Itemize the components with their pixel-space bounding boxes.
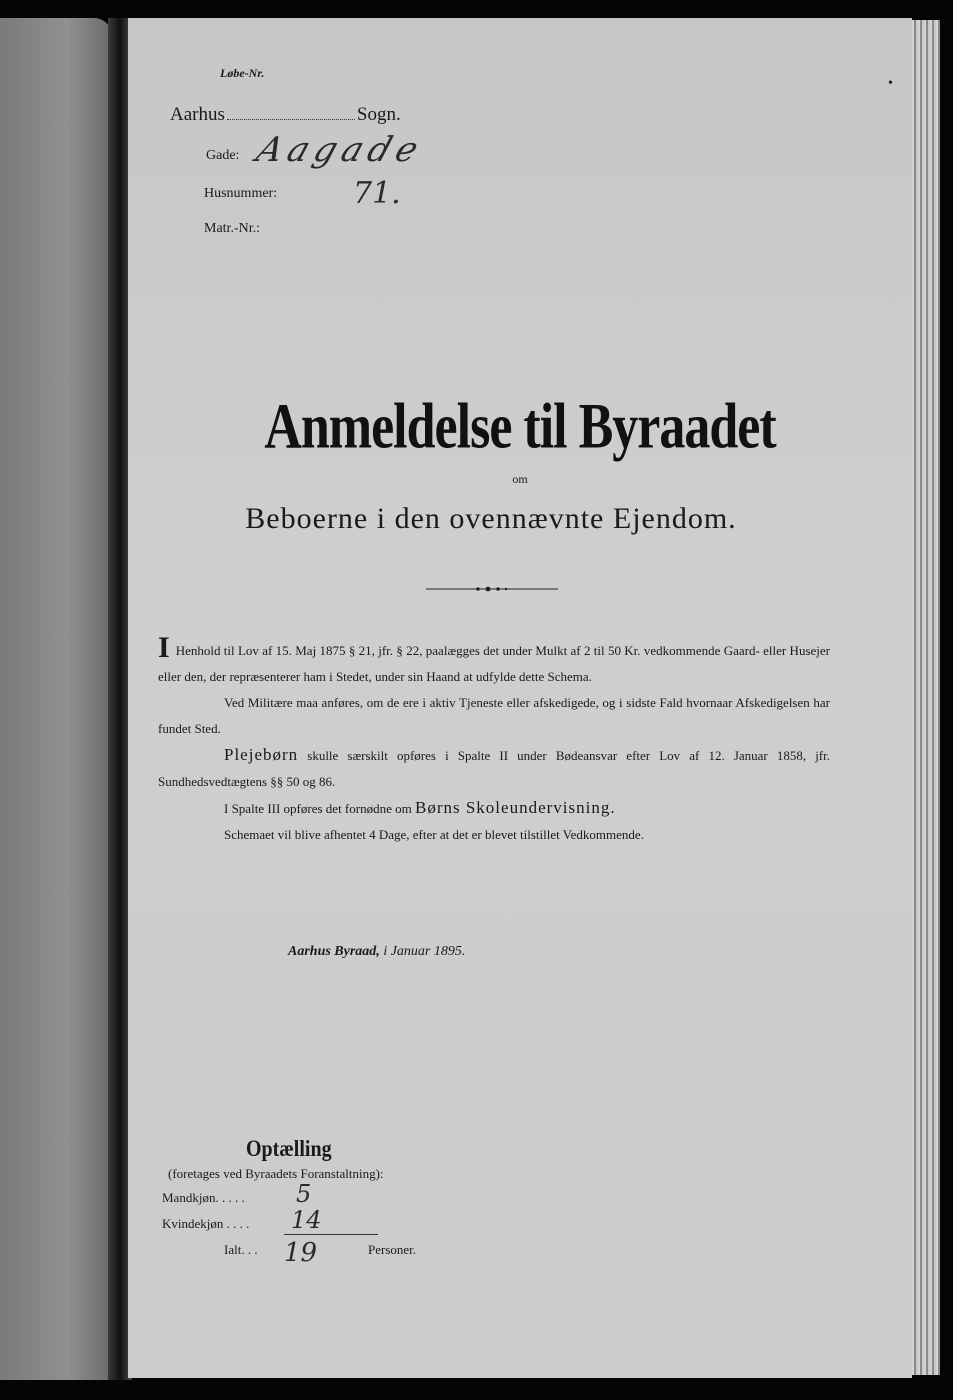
signature-date: i Januar 1895.: [383, 944, 466, 959]
paragraph-schooling: [158, 795, 830, 822]
paragraph-military: Ved Militære maa anføres, om de ere i aktiv Tjeneste eller afskedigede, og i sidste Fald hvornaar Afskedigelsen har fundet Sted.: [158, 695, 830, 736]
count-row-total-value: 19: [284, 1238, 318, 1268]
count-row-total-label: Ialt. . .: [224, 1242, 258, 1257]
gade-label: Gade:: [206, 148, 240, 163]
optaelling-subtitle: (foretages ved Byraadets Foranstaltning):: [168, 1166, 384, 1181]
ink-speck: •: [888, 76, 893, 91]
document-subtitle: Beboerne i den ovennævnte Ejendom.: [245, 502, 737, 535]
matr-nr-label: Matr.-Nr.:: [204, 221, 260, 236]
document-title: Anmeldelse til Byraadet: [264, 391, 776, 463]
title-connector: om: [512, 472, 528, 486]
loebe-nr-label: Løbe-Nr.: [220, 66, 265, 80]
sogn-label: Sogn.: [356, 104, 401, 125]
document-page: [128, 18, 912, 1378]
drop-cap: I: [158, 631, 170, 664]
paragraph-schooling-text: I Spalte III opføres det fornødne om: [224, 801, 412, 816]
count-row-male-label: Mandkjøn. . . . .: [162, 1190, 245, 1205]
paragraph-collection: Schemaet vil blive afhentet 4 Dage, efter at det er blevet tilstillet Vedkommende.: [224, 827, 644, 842]
city-name: Aarhus: [170, 104, 225, 125]
signature-org: Aarhus Byraad,: [288, 944, 380, 959]
previous-page-edge: [0, 18, 112, 1380]
paragraph-law-text: Henhold til Lov af 15. Maj 1875 § 21, jfr. § 22, paalægges det under Mulkt af 2 til 50 Kr. vedkommende Gaard- eller Husejer eller den, der repræsenterer ham i Stedet, under sin Haand at udfylde dette Schema.: [158, 643, 830, 684]
signature-line: [288, 944, 465, 960]
count-row-female-value: 14: [291, 1206, 322, 1234]
dotted-fill-line: [227, 119, 355, 120]
count-row-male-value: 5: [296, 1180, 312, 1208]
ornament-divider: [426, 584, 558, 594]
paragraph-foster-text: skulle særskilt opføres i Spalte II under Bødeansvar efter Lov af 12. Januar 1858, jfr. Sundhedsvedtægtens §§ 50 og 86.: [158, 748, 831, 789]
parish-line: [170, 104, 401, 126]
persons-label: Personer.: [368, 1242, 417, 1257]
husnummer-handwritten-value: 71.: [353, 176, 401, 211]
paragraph-foster-children: [158, 742, 830, 795]
instructions-body: [158, 631, 831, 848]
emphasis-schooling: Børns Skoleundervisning.: [414, 798, 616, 817]
gade-handwritten-value: Aagade: [251, 130, 430, 170]
emphasis-plejeboern: Plejebørn: [224, 745, 299, 764]
husnummer-label: Husnummer:: [204, 186, 278, 201]
optaelling-title: Optælling: [246, 1136, 332, 1162]
paragraph-law: [158, 631, 830, 690]
count-row-female-label: Kvindekjøn . . . .: [162, 1216, 250, 1231]
sum-rule: [284, 1234, 378, 1235]
